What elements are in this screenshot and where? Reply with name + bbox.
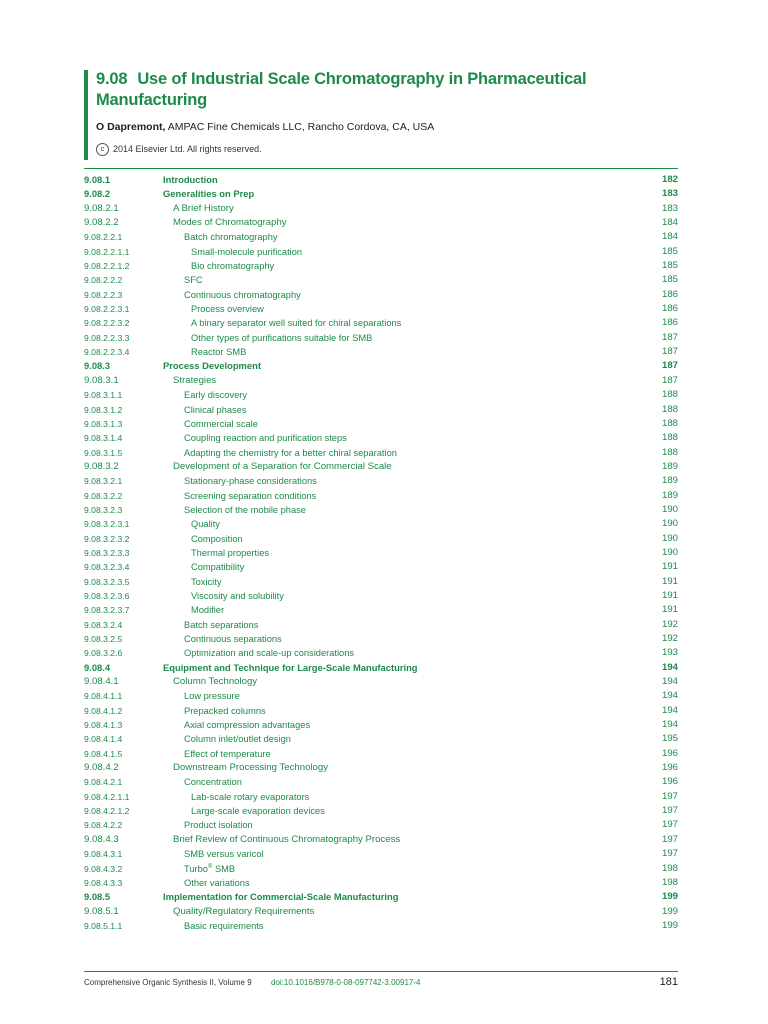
toc-entry-page: 199 (661, 919, 678, 931)
toc-entry[interactable] (84, 603, 678, 617)
toc-entry-number: 9.08.2.2.2 (84, 275, 123, 286)
toc-entry-page: 187 (661, 331, 678, 343)
toc-entry-number: 9.08.3.1.2 (84, 404, 123, 415)
toc-entry-page: 192 (661, 618, 678, 630)
toc-entry-page: 185 (661, 274, 678, 286)
chapter-number: 9.08 (96, 70, 128, 88)
toc-entry-title-text: Process Development (163, 360, 261, 372)
toc-entry-page: 188 (661, 432, 678, 444)
toc-entry-title (163, 187, 254, 201)
toc-entry[interactable] (84, 403, 678, 417)
toc-entry-number: 9.08.4.2.2 (84, 820, 123, 831)
toc-entry-number: 9.08.4.1.1 (84, 691, 123, 702)
toc-entry[interactable] (84, 618, 678, 632)
toc-entry-title (163, 661, 418, 675)
toc-entry-title-text: Strategies (173, 374, 217, 386)
toc-entry-page: 194 (661, 719, 678, 731)
toc-entry-title-text: Product isolation (184, 820, 253, 831)
toc-entry-title (191, 302, 264, 316)
toc-entry-title (173, 833, 400, 847)
toc-entry[interactable] (84, 833, 678, 847)
toc-entry[interactable] (84, 718, 678, 732)
toc-entry-title (184, 847, 264, 861)
toc-entry-title (184, 474, 317, 488)
toc-entry-number: 9.08.2.2 (84, 217, 119, 229)
toc-entry-title (191, 331, 372, 345)
toc-entry[interactable] (84, 517, 678, 531)
toc-entry-title-text: Column inlet/outlet design (184, 734, 291, 745)
toc-entry-number: 9.08.4.1.2 (84, 705, 123, 716)
toc-entry-title-text: Continuous separations (184, 634, 282, 644)
toc-entry-number: 9.08.3 (84, 360, 111, 372)
toc-entry-title (184, 503, 306, 517)
toc-entry-page: 186 (661, 317, 678, 329)
toc-entry[interactable] (84, 905, 678, 919)
toc-entry-title (184, 403, 247, 417)
toc-entry[interactable] (84, 747, 678, 761)
toc-entry[interactable] (84, 302, 678, 316)
toc-entry-title (191, 790, 309, 804)
toc-entry-title-text: Concentration (184, 777, 242, 788)
toc-entry-title-text: Implementation for Commercial-Scale Manufacturing (163, 891, 399, 903)
toc-entry[interactable] (84, 689, 678, 703)
toc-entry-number: 9.08.2.2.1 (84, 232, 123, 243)
toc-entry-title (184, 632, 282, 646)
toc-entry-page: 197 (661, 819, 678, 831)
toc-entry-number: 9.08.2.2.3.4 (84, 347, 130, 358)
toc-entry-title-text: A binary separator well suited for chiral separations (191, 318, 402, 329)
toc-entry-title-text: Coupling reaction and purification steps (184, 433, 347, 444)
toc-entry-title-text: Axial compression advantages (184, 720, 311, 731)
chapter-title-text: Use of Industrial Scale Chromatography in Pharmaceutical Manufacturing (96, 70, 587, 109)
toc-entry-number: 9.08.3.1.1 (84, 390, 123, 401)
toc-entry-title (184, 273, 203, 287)
toc-entry[interactable] (84, 359, 678, 373)
toc-entry-number: 9.08.3.2.3.4 (84, 562, 130, 573)
toc-entry[interactable] (84, 259, 678, 273)
toc-entry[interactable] (84, 704, 678, 718)
registered-mark: ® (207, 863, 213, 870)
toc-entry[interactable] (84, 575, 678, 589)
toc-entry-page: 198 (661, 862, 678, 874)
toc-entry-number: 9.08.4.3.1 (84, 849, 123, 860)
toc-entry-title (184, 818, 253, 832)
toc-entry-title-text: Generalities on Prep (163, 188, 255, 200)
toc-entry[interactable] (84, 489, 678, 503)
toc-entry-title-text: Modes of Chromatography (173, 217, 287, 229)
toc-entry-title (191, 560, 244, 574)
toc-entry-page: 192 (661, 633, 678, 644)
toc-entry-title (173, 905, 314, 919)
toc-entry-page: 196 (661, 762, 678, 774)
toc-entry-title-text: Introduction (163, 174, 218, 185)
toc-entry-title-text: Viscosity and solubility (191, 590, 284, 601)
toc-entry[interactable] (84, 245, 678, 259)
toc-entry-title (191, 517, 220, 531)
toc-entry-page: 187 (661, 374, 678, 386)
toc-entry-number: 9.08.4.1 (84, 676, 119, 688)
toc-entry-page: 194 (661, 676, 678, 688)
toc-entry-title (173, 761, 328, 775)
toc-entry-title (173, 460, 392, 474)
toc-entry-title (184, 646, 354, 660)
toc-entry[interactable] (84, 532, 678, 546)
toc-entry[interactable] (84, 732, 678, 746)
toc-entry-number: 9.08.4.1.3 (84, 720, 123, 731)
toc-entry-title-text: Equipment and Technique for Large-Scale Manufacturing (163, 661, 418, 673)
toc-entry[interactable] (84, 818, 678, 832)
toc-entry-title (191, 589, 284, 603)
toc-entry-number: 9.08.3.2.5 (84, 634, 123, 644)
toc-entry-title (184, 919, 264, 933)
toc-entry-title-text: Continuous chromatography (184, 289, 301, 300)
toc-entry-page: 187 (661, 360, 678, 372)
toc-entry-number: 9.08.4.3.2 (84, 863, 123, 874)
toc-entry[interactable] (84, 661, 678, 675)
toc-entry-page: 188 (661, 446, 678, 458)
toc-entry-title-text: Quality (191, 519, 220, 530)
toc-entry-number: 9.08.2.2.3 (84, 289, 123, 300)
toc-entry-number: 9.08.3.2.2 (84, 490, 123, 501)
toc-entry-title-text: Commercial scale (184, 418, 258, 429)
toc-entry-number: 9.08.4.3 (84, 833, 119, 845)
toc-entry[interactable] (84, 173, 678, 187)
toc-entry-title-text: Turbo (184, 863, 208, 874)
toc-entry[interactable] (84, 474, 678, 488)
toc-entry-page: 186 (661, 288, 678, 300)
toc-entry-title (163, 890, 398, 904)
toc-entry-number: 9.08.3.2.3.5 (84, 576, 130, 587)
toc-entry-number: 9.08.4.3.3 (84, 877, 123, 888)
toc-entry-title-text: A Brief History (173, 202, 234, 214)
copyright-icon: c (96, 143, 109, 156)
toc-entry-number: 9.08.3.2.4 (84, 619, 123, 630)
toc-entry-title-text: Low pressure (184, 691, 240, 702)
toc-entry[interactable] (84, 847, 678, 861)
toc-entry-number: 9.08.3.1.5 (84, 447, 123, 458)
toc-entry[interactable] (84, 890, 678, 904)
toc-entry[interactable] (84, 560, 678, 574)
toc-entry-number: 9.08.3.1.4 (84, 433, 123, 444)
toc-entry[interactable] (84, 388, 678, 402)
toc-entry-page: 193 (661, 647, 678, 659)
toc-entry-title-text: Quality/Regulatory Requirements (173, 905, 315, 917)
toc-entry-page: 187 (661, 346, 678, 358)
toc-entry[interactable] (84, 316, 678, 330)
toc-entry[interactable] (84, 503, 678, 517)
toc-entry-title-text: Toxicity (191, 576, 222, 587)
author-line (96, 121, 434, 133)
toc-entry[interactable] (84, 761, 678, 775)
toc-entry-title (163, 173, 218, 187)
toc-entry-title (184, 417, 258, 431)
page-footer (84, 976, 678, 990)
toc-entry-title-text: Process overview (191, 304, 264, 315)
toc-entry-title-text: Lab-scale rotary evaporators (191, 791, 310, 802)
toc-entry-page: 191 (661, 575, 678, 587)
toc-entry-number: 9.08.4.2.1.2 (84, 806, 130, 817)
toc-entry-page: 197 (661, 833, 678, 845)
toc-entry-title-text: Effect of temperature (184, 748, 271, 759)
toc-entry-title-text: Basic requirements (184, 920, 264, 931)
toc-entry-title (163, 359, 261, 373)
toc-entry-page: 190 (661, 532, 678, 544)
toc-entry-page: 186 (661, 303, 678, 315)
toc-entry-page: 184 (661, 231, 678, 243)
toc-entry[interactable] (84, 273, 678, 287)
toc-entry-title-text: Batch separations (184, 619, 259, 630)
toc-entry-title-text: Adapting the chemistry for a better chiral separation (184, 447, 397, 458)
copyright-text: 2014 Elsevier Ltd. All rights reserved. (113, 143, 262, 154)
toc-entry-title-text: Prepacked columns (184, 705, 266, 716)
toc-entry-page: 196 (661, 776, 678, 788)
toc-entry-title (191, 345, 246, 359)
table-of-contents (84, 173, 678, 933)
toc-entry-number: 9.08.2.2.3.3 (84, 332, 130, 343)
toc-entry-title-suffix: SMB (212, 863, 236, 874)
toc-entry-number: 9.08.3.2.3.1 (84, 519, 130, 530)
toc-entry-title-text: Other types of purifications suitable for SMB (191, 332, 373, 343)
toc-entry-page: 188 (661, 389, 678, 401)
toc-entry-title (191, 245, 302, 259)
toc-entry-title (191, 603, 224, 617)
toc-entry-number: 9.08.3.1 (84, 374, 119, 386)
toc-entry-title-text: Stationary-phase considerations (184, 476, 317, 487)
footer-journal: Comprehensive Organic Synthesis II, Volume 9 (84, 978, 252, 987)
toc-entry-title (184, 704, 266, 718)
toc-entry[interactable] (84, 646, 678, 660)
toc-entry-title (191, 804, 325, 818)
toc-entry[interactable] (84, 345, 678, 359)
toc-entry[interactable] (84, 446, 678, 460)
toc-entry-title-text: Column Technology (173, 676, 258, 688)
toc-entry-number: 9.08.2.2.3.2 (84, 318, 130, 329)
toc-entry[interactable] (84, 460, 678, 474)
toc-entry-number: 9.08.2.1 (84, 202, 119, 214)
toc-entry[interactable] (84, 431, 678, 445)
toc-entry[interactable] (84, 675, 678, 689)
toc-entry-title (184, 775, 242, 789)
toc-top-rule (84, 168, 678, 169)
toc-entry-page: 190 (661, 546, 678, 558)
toc-entry-number: 9.08.2.2.1.1 (84, 246, 130, 257)
toc-entry-title-text: Batch chromatography (184, 232, 278, 243)
toc-entry-number: 9.08.3.2.6 (84, 648, 123, 659)
toc-entry-title-text: SFC (184, 275, 203, 286)
title-accent-bar (84, 70, 88, 160)
toc-entry-title (184, 862, 235, 876)
toc-entry-title-text: Screening separation conditions (184, 490, 317, 501)
toc-entry-number: 9.08.3.2.3.6 (84, 590, 130, 601)
toc-entry-title-text: Compatibility (191, 562, 245, 573)
toc-entry-title-text: Early discovery (184, 390, 248, 401)
toc-entry-number: 9.08.2.2.3.1 (84, 304, 130, 315)
toc-entry-number: 9.08.3.2.3.2 (84, 533, 130, 544)
toc-entry-page: 190 (661, 503, 678, 515)
toc-entry[interactable] (84, 632, 678, 646)
toc-entry-title-text: Composition (191, 533, 243, 544)
footer-page-number: 181 (659, 976, 678, 988)
author-name: O Dapremont, (96, 121, 166, 133)
toc-entry-number: 9.08.3.1.3 (84, 418, 123, 429)
toc-entry-title-text: Modifier (191, 605, 225, 616)
toc-entry-title (184, 689, 240, 703)
toc-entry-page: 190 (661, 518, 678, 530)
toc-entry-number: 9.08.3.2 (84, 460, 119, 472)
toc-entry-page: 189 (661, 489, 678, 501)
toc-entry-title-text: Other variations (184, 877, 250, 888)
toc-entry-page: 191 (661, 589, 678, 601)
toc-entry-page: 183 (661, 188, 678, 200)
toc-entry-page: 196 (661, 747, 678, 759)
toc-entry-title (173, 202, 234, 216)
toc-entry[interactable] (84, 374, 678, 388)
toc-entry-title (191, 575, 221, 589)
toc-entry[interactable] (84, 790, 678, 804)
toc-entry-title-text: Clinical phases (184, 404, 247, 415)
toc-entry-title-text: Selection of the mobile phase (184, 504, 306, 515)
toc-entry-title-text: Reactor SMB (191, 347, 247, 358)
toc-entry-page: 197 (661, 848, 678, 860)
toc-entry[interactable] (84, 804, 678, 818)
toc-entry-title-text: Development of a Separation for Commercial Scale (173, 460, 392, 472)
toc-entry[interactable] (84, 331, 678, 345)
toc-entry-page: 189 (661, 460, 678, 472)
toc-entry-title (191, 546, 269, 560)
toc-entry-number: 9.08.2.2.1.2 (84, 261, 130, 272)
copyright-line (96, 143, 262, 156)
toc-entry-title (184, 747, 271, 761)
toc-entry-title (173, 374, 216, 388)
toc-entry-page: 183 (661, 202, 678, 214)
toc-entry-title (184, 489, 316, 503)
toc-entry-page: 197 (661, 805, 678, 817)
toc-entry-number: 9.08.4.2.1 (84, 777, 123, 788)
toc-entry[interactable] (84, 876, 678, 890)
toc-entry-title-text: Large-scale evaporation devices (191, 806, 325, 817)
toc-entry-title-text: Optimization and scale-up considerations (184, 648, 355, 659)
toc-entry-title (184, 876, 250, 890)
toc-entry-title (191, 259, 274, 273)
toc-entry-page: 199 (661, 905, 678, 917)
toc-entry[interactable] (84, 862, 678, 876)
footer-rule (84, 971, 678, 972)
toc-entry[interactable] (84, 202, 678, 216)
toc-entry-number: 9.08.2 (84, 188, 111, 200)
toc-entry-title (184, 618, 258, 632)
toc-entry[interactable] (84, 216, 678, 230)
toc-entry-title (184, 288, 301, 302)
toc-entry-page: 188 (661, 403, 678, 415)
toc-entry-title-text: Bio chromatography (191, 261, 275, 272)
toc-entry-title (184, 230, 278, 244)
toc-entry-number: 9.08.3.2.3.3 (84, 547, 130, 558)
toc-entry-title-text: Brief Review of Continuous Chromatography Process (173, 833, 401, 845)
toc-entry-page: 185 (661, 260, 678, 272)
toc-entry-title (184, 388, 247, 402)
toc-entry-page: 182 (661, 174, 678, 185)
toc-entry-number: 9.08.1 (84, 174, 111, 185)
toc-entry-title (184, 732, 291, 746)
toc-entry-number: 9.08.4 (84, 661, 111, 673)
toc-entry-number: 9.08.4.2.1.1 (84, 791, 130, 802)
chapter-title (96, 69, 696, 111)
toc-entry[interactable] (84, 187, 678, 201)
toc-entry-number: 9.08.5.1.1 (84, 920, 123, 931)
toc-entry[interactable] (84, 546, 678, 560)
toc-entry-page: 199 (661, 891, 678, 903)
toc-entry-title (184, 718, 310, 732)
toc-entry-number: 9.08.3.2.3 (84, 504, 123, 515)
toc-entry-title (173, 216, 287, 230)
toc-entry-title-text: SMB versus varicol (184, 849, 264, 860)
toc-entry-title (184, 446, 397, 460)
author-affiliation: AMPAC Fine Chemicals LLC, Rancho Cordova, CA, USA (167, 121, 435, 133)
toc-entry-number: 9.08.3.2.1 (84, 476, 123, 487)
toc-entry-page: 195 (661, 733, 678, 745)
toc-entry-title (191, 316, 401, 330)
toc-entry[interactable] (84, 417, 678, 431)
toc-entry-page: 194 (661, 690, 678, 702)
toc-entry-number: 9.08.5 (84, 891, 111, 903)
toc-entry-page: 185 (661, 245, 678, 257)
toc-entry-page: 191 (661, 561, 678, 573)
toc-entry-title (184, 431, 347, 445)
toc-entry-page: 189 (661, 475, 678, 487)
toc-entry-number: 9.08.5.1 (84, 905, 119, 917)
toc-entry-page: 197 (661, 790, 678, 802)
toc-entry-number: 9.08.4.2 (84, 762, 119, 774)
toc-entry-page: 194 (661, 661, 678, 673)
toc-entry-title-text: Small-molecule purification (191, 246, 303, 257)
toc-entry[interactable] (84, 288, 678, 302)
toc-entry-page: 191 (661, 604, 678, 616)
toc-entry-page: 198 (661, 876, 678, 888)
toc-entry-number: 9.08.3.2.3.7 (84, 605, 130, 616)
toc-entry-number: 9.08.4.1.4 (84, 734, 123, 745)
toc-entry-number: 9.08.4.1.5 (84, 748, 123, 759)
toc-entry[interactable] (84, 775, 678, 789)
toc-entry[interactable] (84, 589, 678, 603)
toc-entry[interactable] (84, 919, 678, 933)
toc-entry-title (173, 675, 257, 689)
toc-entry-title (191, 532, 243, 546)
toc-entry-title-text: Thermal properties (191, 547, 270, 558)
toc-entry-page: 184 (661, 217, 678, 229)
footer-doi-link[interactable]: doi:10.1016/B978-0-08-097742-3.00917-4 (271, 978, 421, 987)
toc-entry[interactable] (84, 230, 678, 244)
toc-entry-title-text: Downstream Processing Technology (173, 762, 328, 774)
toc-entry-page: 194 (661, 704, 678, 716)
toc-entry-page: 188 (661, 417, 678, 429)
